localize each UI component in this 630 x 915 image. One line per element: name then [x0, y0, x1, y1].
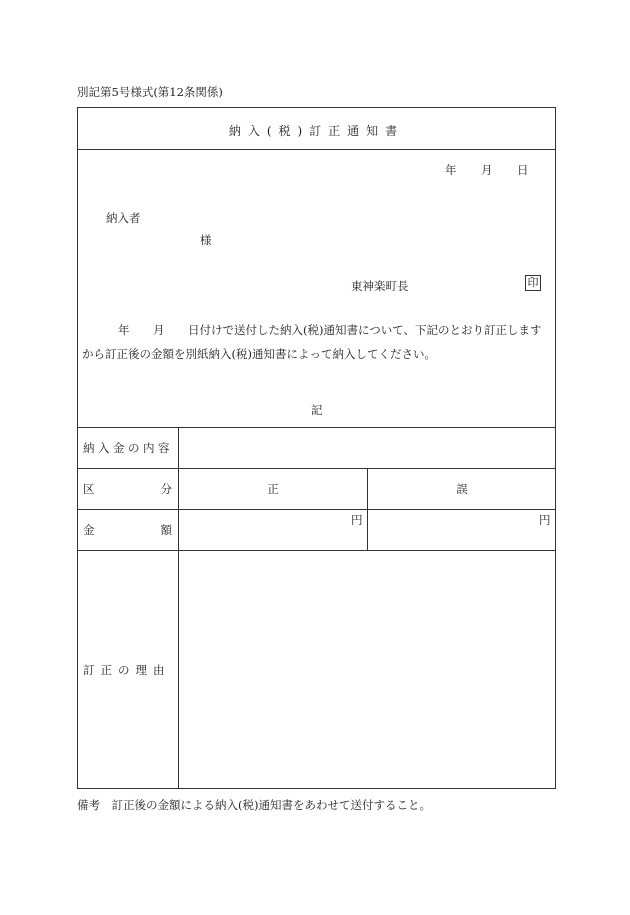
body-year: 年 [118, 323, 130, 337]
kubun-label [78, 469, 178, 509]
correct-header: 正 [267, 482, 279, 496]
correct-amount-yen: 円 [351, 513, 363, 527]
body-month: 月 [153, 323, 165, 337]
remarks-note: 備考 訂正後の金額による納入(税)通知書をあわせて送付すること。 [77, 798, 431, 812]
form-title: 納入(税)訂正通知書 [228, 124, 405, 138]
reason-label: 訂正の理由 [83, 662, 171, 677]
kubun-char-1: 区 [83, 482, 95, 496]
seal-mark: 印 [525, 275, 541, 291]
title-divider [77, 149, 556, 150]
wrong-amount-yen: 円 [539, 513, 551, 527]
date-month-label: 月 [481, 163, 493, 177]
issuer-name: 東神楽町長 [351, 279, 409, 293]
form-caption: 別記第5号様式(第12条関係) [77, 85, 223, 99]
kubun-char-2: 分 [160, 482, 172, 496]
date-day-label: 日 [517, 163, 529, 177]
body-line-1-text: 日付けで送付した納入(税)通知書について、下記のとおり訂正します [188, 323, 542, 337]
amount-char-1: 金 [83, 523, 95, 537]
body-line-2: から訂正後の金額を別紙納入(税)通知書によって納入してください。 [82, 347, 436, 361]
honorific-sama: 様 [200, 233, 212, 247]
amount-label [78, 510, 178, 550]
payer-label: 納入者 [106, 211, 141, 225]
ki-heading: 記 [311, 403, 323, 417]
content-label: 納入金の内容 [83, 441, 173, 455]
date-year-label: 年 [445, 163, 457, 177]
wrong-header: 誤 [456, 482, 468, 496]
amount-char-2: 額 [160, 523, 172, 537]
